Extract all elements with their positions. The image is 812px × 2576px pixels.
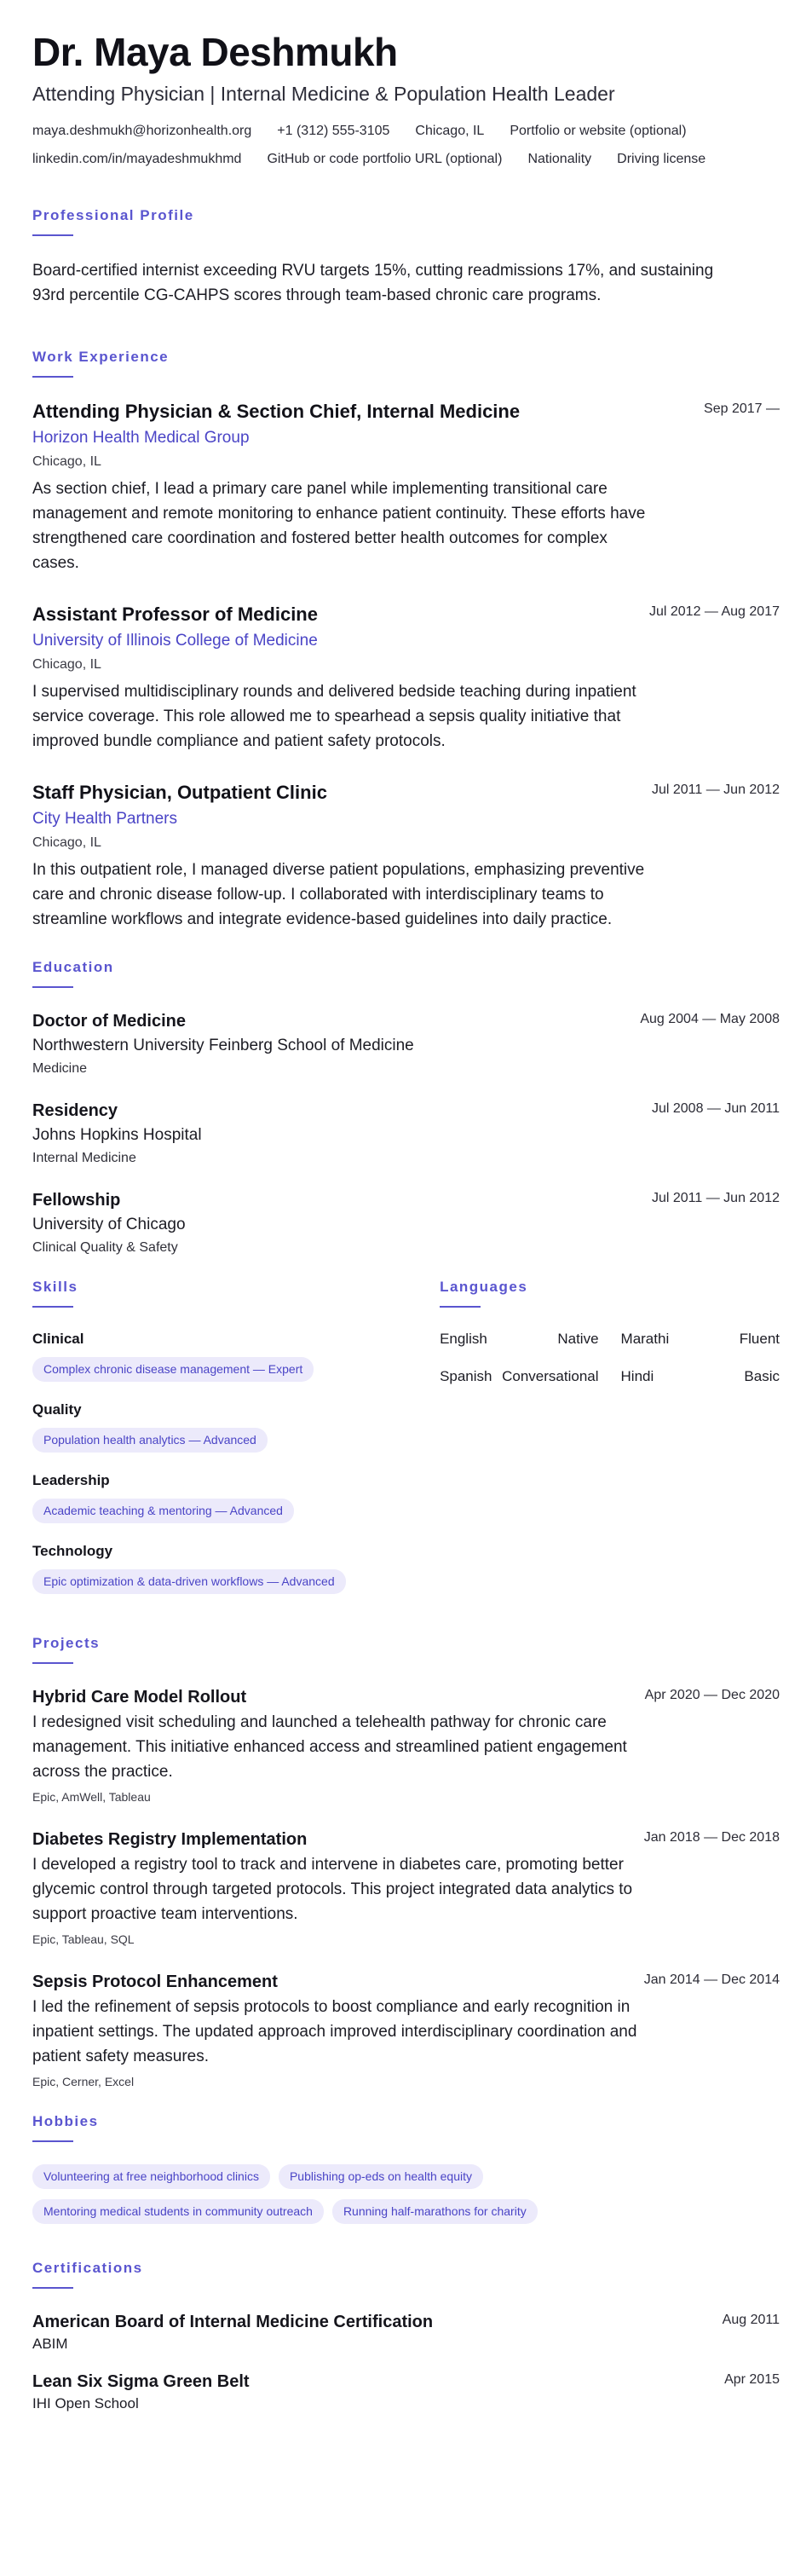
section-underline [32,2287,73,2289]
certifications-section [32,2260,780,2413]
certification-issuer: IHI Open School [32,2394,139,2411]
job-description: As section chief, I lead a primary care panel while implementing transitional care management and remote monitoring to enhance patient continuity. These efforts have strengthened care coordination and fostered better health outcomes for complex cases. [32,479,646,572]
experience-item [32,781,780,932]
skill-category: Clinical [32,1330,84,1347]
language-name: Hindi [620,1367,654,1384]
project-item [32,1971,780,2089]
certification-item [32,2371,780,2413]
language-name: English [440,1330,487,1347]
skill-category: Leadership [32,1471,110,1488]
field-of-study: Internal Medicine [32,1150,136,1165]
skills-languages-row [32,1279,780,1613]
candidate-headline: Attending Physician | Internal Medicine & Population Health Leader [32,82,615,105]
project-title: Hybrid Care Model Rollout [32,1687,247,1707]
job-employer: Horizon Health Medical Group [32,428,250,447]
contact-github[interactable]: GitHub or code portfolio URL (optional) [267,151,503,166]
degree: Residency [32,1100,118,1120]
hobby-pill: Publishing op-eds on health equity [279,2164,483,2189]
section-underline [32,1306,73,1308]
section-title: Work Experience [32,348,170,365]
job-description: I supervised multidisciplinary rounds and delivered bedside teaching during inpatient service coverage. This role allowed me to spearhead a sepsis quality initiative that improved bundle compliance and patient safety protocols. [32,682,636,750]
section-title: Certifications [32,2259,143,2276]
project-date: Jan 2014 — Dec 2014 [643,1972,780,1987]
resume-header [32,31,780,168]
contact-phone[interactable]: +1 (312) 555-3105 [277,123,390,138]
section-title: Education [32,958,114,975]
education-date: Jul 2011 — Jun 2012 [651,1190,780,1205]
job-date: Jul 2012 — Aug 2017 [648,604,780,619]
section-title: Hobbies [32,2112,99,2129]
section-underline [32,376,73,378]
skill-category: Technology [32,1542,113,1559]
language-item [440,1367,598,1386]
skill-group [32,1401,407,1453]
section-title: Skills [32,1278,78,1295]
project-date: Jan 2018 — Dec 2018 [643,1829,780,1845]
contact-nationality: Nationality [527,151,592,166]
profile-section [32,207,780,308]
languages-section [440,1279,780,1613]
skill-pill: Complex chronic disease management — Expert [32,1357,314,1382]
education-item [32,1010,780,1077]
skill-group [32,1471,407,1523]
certification-date: Aug 2011 [722,2312,780,2327]
project-description: I developed a registry tool to track and intervene in diabetes care, promoting better glycemic control through targeted protocols. This project integrated data analytics to support proactive team interventions. [32,1855,633,1923]
project-title: Sepsis Protocol Enhancement [32,1972,278,1991]
degree: Fellowship [32,1190,121,1210]
projects-section [32,1635,780,2089]
experience-item [32,400,780,575]
education-date: Jul 2008 — Jun 2011 [651,1100,780,1116]
language-level: Conversational [502,1367,599,1384]
section-title: Projects [32,1634,101,1651]
job-title: Staff Physician, Outpatient Clinic [32,781,327,803]
hobbies-section [32,2113,780,2234]
job-date: Sep 2017 — [704,401,780,416]
section-underline [32,234,73,236]
certification-title: Lean Six Sigma Green Belt [32,2371,250,2391]
candidate-name: Dr. Maya Deshmukh [32,30,398,74]
job-title: Assistant Professor of Medicine [32,603,318,625]
school: University of Chicago [32,1215,186,1233]
job-description: In this outpatient role, I managed diverse patient populations, emphasizing preventive care and chronic disease follow-up. I collaborated with interdisciplinary teams to streamline workflows and integrate evidence-based guidelines into daily practice. [32,860,645,928]
skill-category: Quality [32,1401,82,1418]
project-tech: Epic, Cerner, Excel [32,2074,135,2088]
contact-driving-license: Driving license [617,151,706,166]
certification-item [32,2311,780,2354]
certification-issuer: ABIM [32,2335,68,2352]
language-level: Basic [744,1367,780,1384]
school: Johns Hopkins Hospital [32,1125,202,1144]
education-section [32,959,780,1256]
certification-date: Apr 2015 [724,2371,780,2387]
language-item [621,1330,780,1349]
section-title: Languages [440,1278,528,1295]
contact-portfolio[interactable]: Portfolio or website (optional) [510,123,687,138]
contact-location: Chicago, IL [415,123,485,138]
project-item [32,1686,780,1805]
skill-group [32,1330,407,1382]
language-item [621,1367,780,1386]
contact-email[interactable]: maya.deshmukh@horizonhealth.org [32,123,252,138]
job-date: Jul 2011 — Jun 2012 [651,782,780,797]
job-location: Chicago, IL [32,453,101,469]
section-underline [440,1306,481,1308]
skill-pill: Academic teaching & mentoring — Advanced [32,1499,294,1523]
project-item [32,1828,780,1947]
education-item [32,1100,780,1167]
project-date: Apr 2020 — Dec 2020 [644,1687,780,1702]
hobby-list [32,2164,646,2234]
language-grid [440,1330,780,1386]
certification-title: American Board of Internal Medicine Certification [32,2312,434,2331]
field-of-study: Medicine [32,1060,88,1076]
school: Northwestern University Feinberg School of Medicine [32,1036,414,1054]
language-level: Fluent [739,1330,780,1347]
job-employer: City Health Partners [32,809,178,828]
language-name: Spanish [440,1367,492,1384]
hobby-pill: Volunteering at free neighborhood clinics [32,2164,270,2189]
project-title: Diabetes Registry Implementation [32,1829,308,1849]
skill-pill: Epic optimization & data-driven workflows — Advanced [32,1569,346,1594]
hobby-pill: Mentoring medical students in community outreach [32,2199,324,2224]
language-level: Native [557,1330,599,1347]
language-item [440,1330,598,1349]
education-item [32,1189,780,1256]
profile-summary: Board-certified internist exceeding RVU targets 15%, cutting readmissions 17%, and sustaining 93rd percentile CG-CAHPS scores through team-based chronic care programs. [32,261,714,304]
field-of-study: Clinical Quality & Safety [32,1239,178,1255]
section-title: Professional Profile [32,206,194,223]
contact-list [32,123,782,168]
section-underline [32,986,73,988]
section-underline [32,1662,73,1664]
contact-linkedin[interactable]: linkedin.com/in/mayadeshmukhmd [32,151,242,166]
project-tech: Epic, AmWell, Tableau [32,1789,151,1804]
education-date: Aug 2004 — May 2008 [640,1011,780,1026]
skills-section [32,1279,407,1613]
job-location: Chicago, IL [32,835,101,850]
project-description: I redesigned visit scheduling and launched a telehealth pathway for chronic care management. This initiative enhanced access and streamlined patient engagement across the practice. [32,1713,627,1781]
job-employer: University of Illinois College of Medicine [32,631,318,650]
section-underline [32,2140,73,2142]
experience-item [32,603,780,754]
project-description: I led the refinement of sepsis protocols to boost compliance and early recognition in inpatient settings. The updated approach improved interdisciplinary coordination and patient safety measures. [32,1997,637,2065]
language-name: Marathi [620,1330,670,1347]
project-tech: Epic, Tableau, SQL [32,1932,135,1946]
experience-section [32,349,780,932]
job-title: Attending Physician & Section Chief, Internal Medicine [32,400,521,422]
skill-group [32,1542,407,1594]
degree: Doctor of Medicine [32,1011,187,1031]
hobby-pill: Running half-marathons for charity [332,2199,538,2224]
skill-pill: Population health analytics — Advanced [32,1428,268,1453]
job-location: Chicago, IL [32,656,101,672]
